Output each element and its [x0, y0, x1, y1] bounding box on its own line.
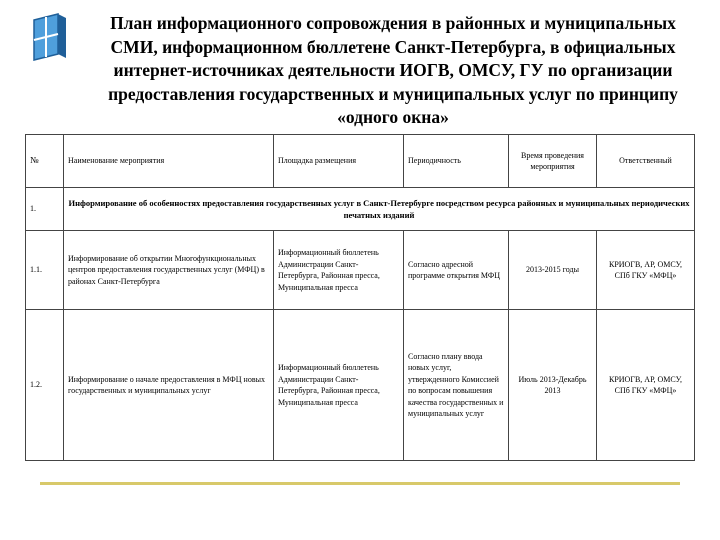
header-responsible: Ответственный — [597, 135, 695, 188]
row-venue: Информационный бюллетень Администрации Санкт-Петербурга, Районная пресса, Муниципальная пресса — [274, 310, 404, 461]
row-number: 1.1. — [26, 231, 64, 310]
row-time: Июль 2013-Декабрь 2013 — [509, 310, 597, 461]
section-title: Информирование об особенностях предоставления государственных услуг в Санкт-Петербурге посредством ресурса районных и муниципальных периодических печатных изданий — [64, 188, 695, 231]
row-responsible: КРИОГВ, АР, ОМСУ, СПб ГКУ «МФЦ» — [597, 310, 695, 461]
row-event-name: Информирование об открытии Многофункциональных центров предоставления государственных услуг (МФЦ) в районах Санкт-Петербурга — [64, 231, 274, 310]
row-time: 2013-2015 годы — [509, 231, 597, 310]
header-number: № — [26, 135, 64, 188]
row-number: 1.2. — [26, 310, 64, 461]
plan-table — [25, 134, 695, 461]
row-periodicity: Согласно плану ввода новых услуг, утвержденного Комиссией по вопросам повышения качества государственных и муниципальных услуг — [404, 310, 509, 461]
table-row — [26, 310, 695, 461]
page-title: План информационного сопровождения в районных и муниципальных СМИ, информационном бюллетене Санкт-Петербурга, в официальных интернет-источниках деятельности ИОГВ, ОМСУ, ГУ по организации предоставления государственных и муниципальных услуг по принципу «одного окна» — [108, 13, 678, 127]
row-venue: Информационный бюллетень Администрации Санкт-Петербурга, Районная пресса, Муниципальная пресса — [274, 231, 404, 310]
header-periodicity: Периодичность — [404, 135, 509, 188]
header-venue: Площадка размещения — [274, 135, 404, 188]
table-row — [26, 231, 695, 310]
header-event-name: Наименование мероприятия — [64, 135, 274, 188]
section-row — [26, 188, 695, 231]
row-responsible: КРИОГВ, АР, ОМСУ, СПб ГКУ «МФЦ» — [597, 231, 695, 310]
header-time: Время проведения мероприятия — [509, 135, 597, 188]
table-header-row — [26, 135, 695, 188]
footer-divider — [40, 482, 680, 485]
presentation-logo-icon — [28, 12, 70, 64]
row-periodicity: Согласно адресной программе открытия МФЦ — [404, 231, 509, 310]
section-number: 1. — [26, 188, 64, 231]
row-event-name: Информирование о начале предоставления в МФЦ новых государственных и муниципальных услуг — [64, 310, 274, 461]
